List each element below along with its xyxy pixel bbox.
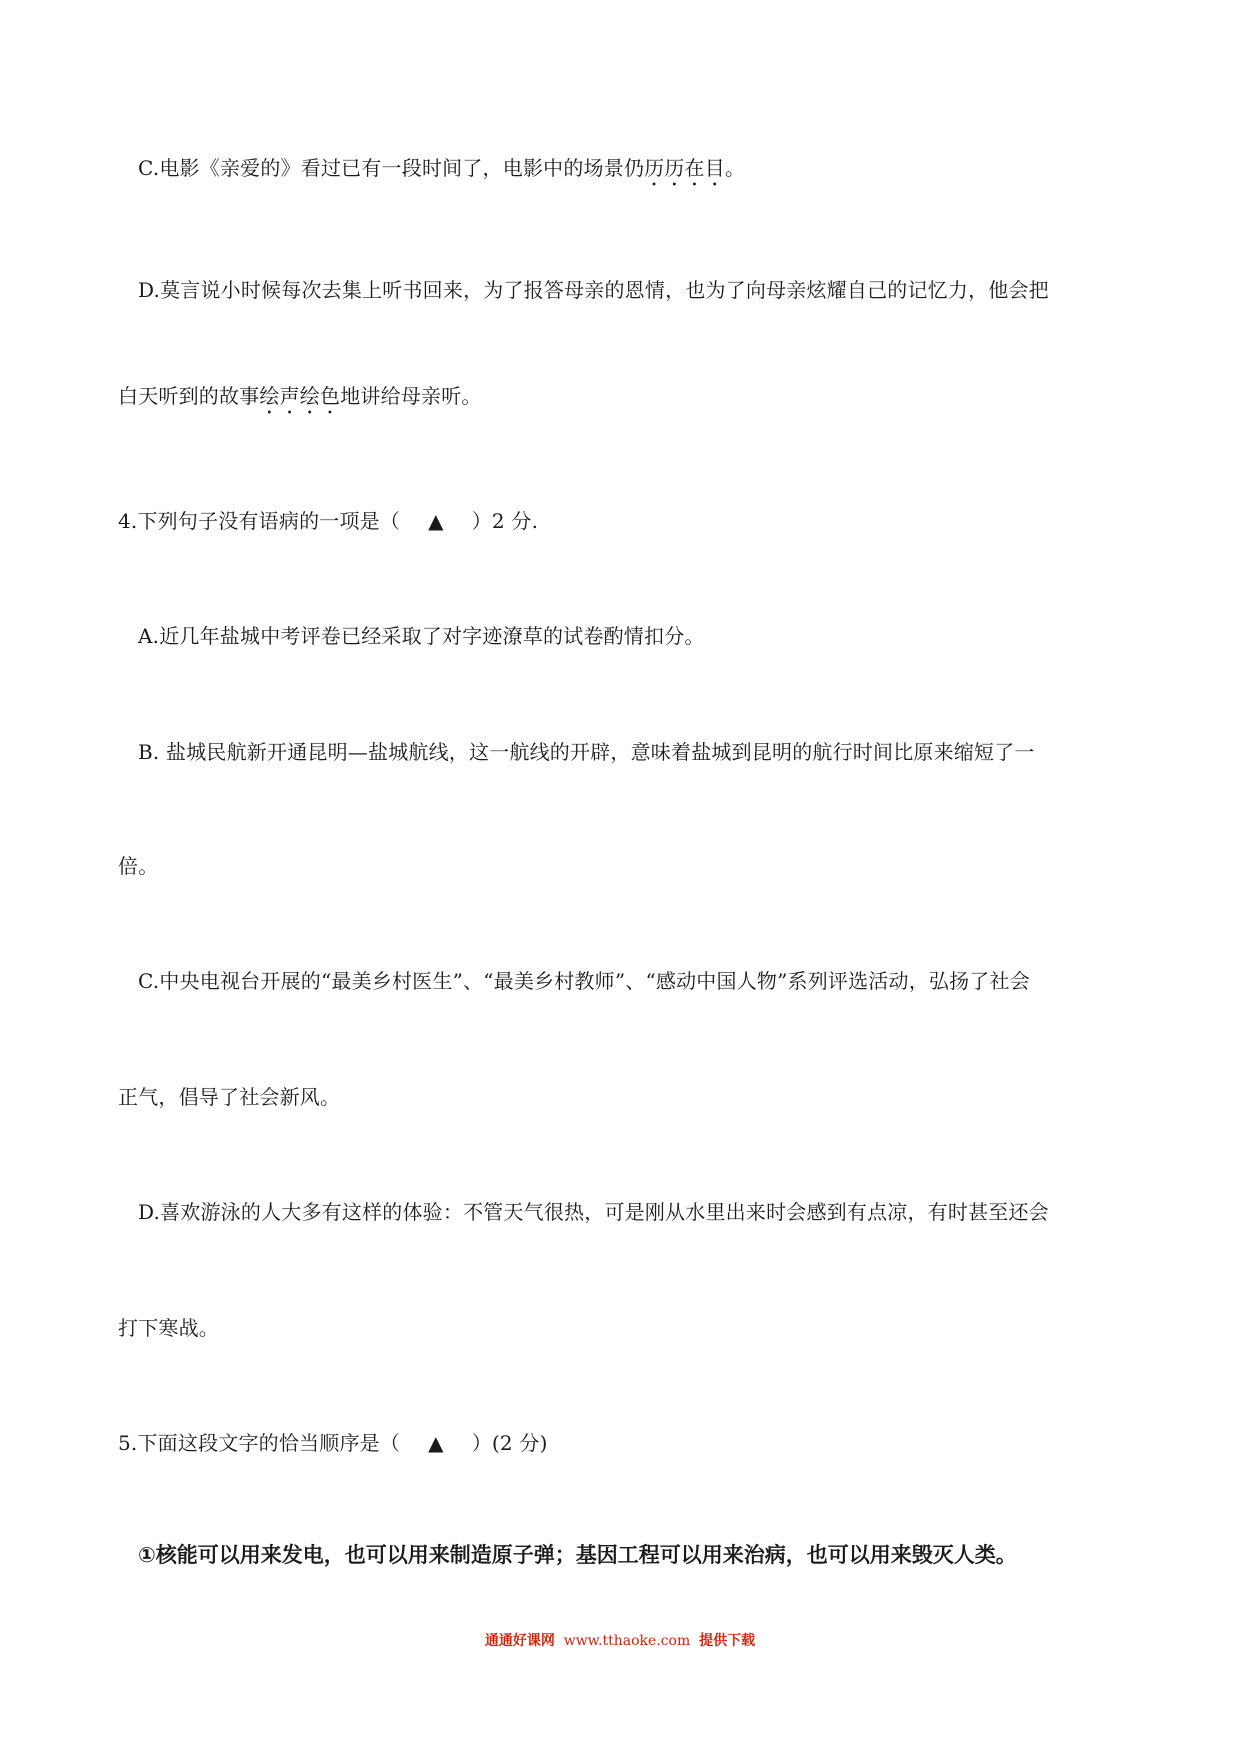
footer-watermark [0, 1630, 1240, 1650]
q3-option-d-line1: D.莫言说小时候每次去集上听书回来，为了报答母亲的恩情，也为了向母亲炫耀自己的记忆力，他会把 [138, 278, 1049, 302]
footer-suffix: 提供下载 [699, 1633, 756, 1649]
q4-option-a: A.近几年盐城中考评卷已经采取了对字迹潦草的试卷酌情扣分。 [138, 624, 705, 648]
footer-site-name: 通通好课网 [484, 1633, 555, 1649]
q3-option-c-emphasis: 历历在目 [644, 156, 725, 180]
q3-option-c-end: 。 [724, 156, 746, 180]
q4-option-b-line2: 倍。 [118, 854, 159, 878]
answer-blank-triangle-icon: ▲ [428, 1431, 444, 1455]
q5-stem-points: ）(2 分) [471, 1431, 548, 1455]
q4-option-d-line2: 打下寒战。 [118, 1316, 219, 1340]
q5-stem-text: 5.下面这段文字的恰当顺序是（ [118, 1431, 401, 1455]
q3-option-c-text: C.电影《亲爱的》看过已有一段时间了，电影中的场景仍 [138, 156, 645, 180]
q4-option-c-line1: C.中央电视台开展的“最美乡村医生”、“最美乡村教师”、“感动中国人物”系列评选活动，弘扬了社会 [138, 969, 1030, 993]
q4-option-c-line2: 正气，倡导了社会新风。 [118, 1085, 341, 1109]
q3-option-d-text: 白天听到的故事 [118, 384, 260, 408]
q4-option-b-line1: B. 盐城民航新开通昆明—盐城航线，这一航线的开辟，意味着盐城到昆明的航行时间比原来缩短了一 [138, 740, 1035, 764]
q3-option-c [138, 154, 745, 191]
answer-blank-triangle-icon: ▲ [428, 509, 444, 533]
q4-option-d-line1: D.喜欢游泳的人大多有这样的体验：不管天气很热，可是刚从水里出来时会感到有点凉，有时甚至还会 [138, 1200, 1049, 1224]
q4-stem-points: ）2 分. [471, 509, 539, 533]
q5-item-1: ①核能可以用来发电，也可以用来制造原子弹；基因工程可以用来治病，也可以用来毁灭人类。 [138, 1543, 1017, 1567]
footer-url: www.tthaoke.com [563, 1633, 691, 1649]
q5-stem [118, 1429, 548, 1457]
q3-option-d-line2 [118, 382, 482, 419]
q3-option-d-emphasis: 绘声绘色 [259, 384, 341, 408]
q4-stem [118, 507, 538, 535]
q3-option-d-end: 地讲给母亲听。 [340, 384, 482, 408]
q4-stem-text: 4.下列句子没有语病的一项是（ [118, 509, 401, 533]
